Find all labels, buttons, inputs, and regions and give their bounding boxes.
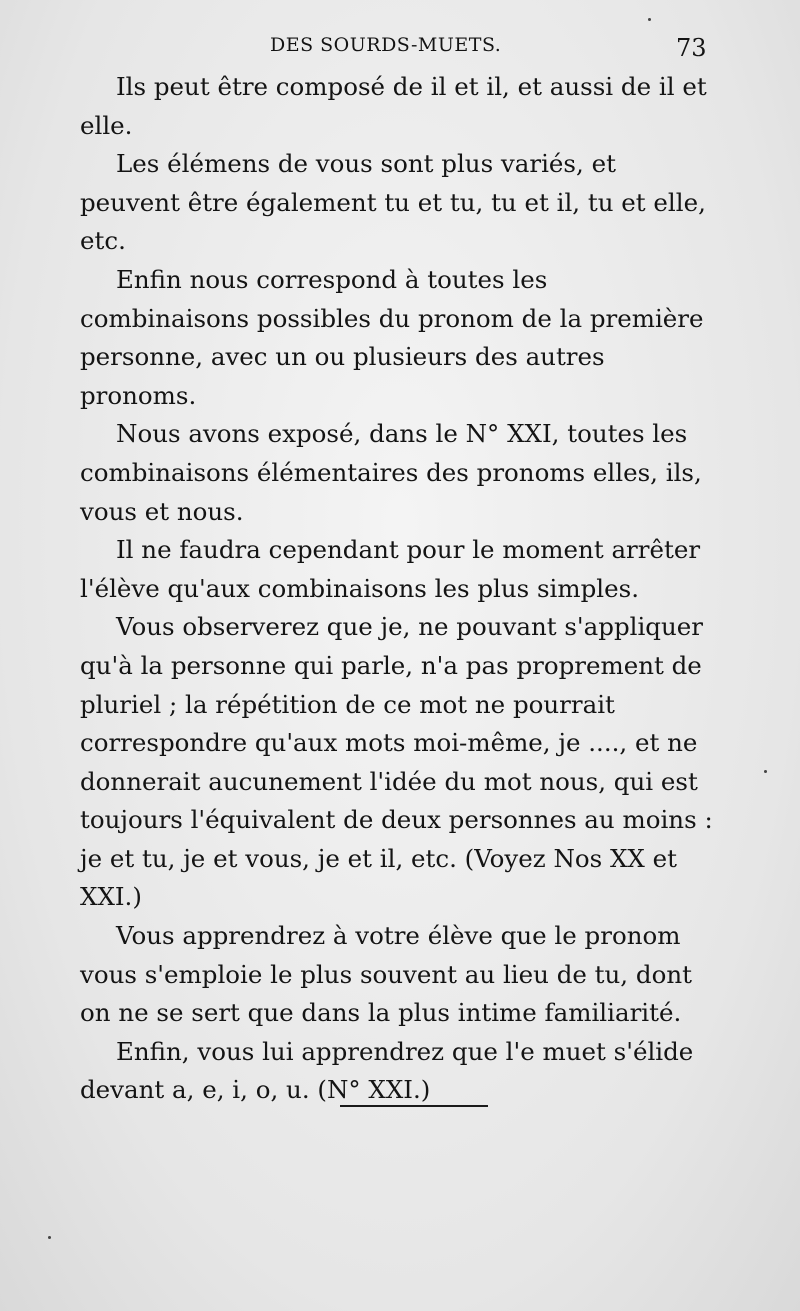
paragraph: Il ne faudra cependant pour le moment arrêter l'élève qu'aux combinaisons les plus simples. [80,535,701,603]
paragraph: Enfin, vous lui apprendrez que l'e muet s'élide devant a, e, i, o, u. (N° XXI.) [80,1036,694,1105]
closing-rule [340,1105,488,1107]
running-head: DES SOURDS-MUETS. [270,34,502,56]
ink-speck [48,1236,51,1239]
ink-speck [648,18,651,21]
paragraph: Nous avons exposé, dans le N° XXI, toutes les combinaisons élémentaires des pronoms elles, ils, vous et nous. [80,419,702,526]
paragraph: Vous apprendrez à votre élève que le pronom vous s'emploie le plus souvent au lieu de tu, dont on ne se sert que dans la plus intime familiarité. [80,921,692,1028]
paragraph: Enfin nous correspond à toutes les combinaisons possibles du pronom de la première personne, avec un ou plusieurs des autres pronoms. [80,264,704,410]
page-header [0,32,800,60]
page-number: 73 [676,34,707,62]
paragraph: Les élémens de vous sont plus variés, et peuvent être également tu et tu, tu et il, tu et elle, etc. [80,149,706,256]
paragraph: Vous observerez que je, ne pouvant s'appliquer qu'à la personne qui parle, n'a pas proprement de pluriel ; la répétition de ce mot ne pourrait correspondre qu'aux mots moi-même, je ...., et ne donnerait aucunement l'idée du mot nous, qui est toujours l'équivalent de deux personnes au moins : je et tu, je et vous, je et il, etc. (Voyez Nos XX et XXI.) [80,612,713,912]
paragraph: Ils peut être composé de il et il, et aussi de il et elle. [80,72,707,140]
ink-speck [764,770,767,773]
body-text [80,68,722,1110]
